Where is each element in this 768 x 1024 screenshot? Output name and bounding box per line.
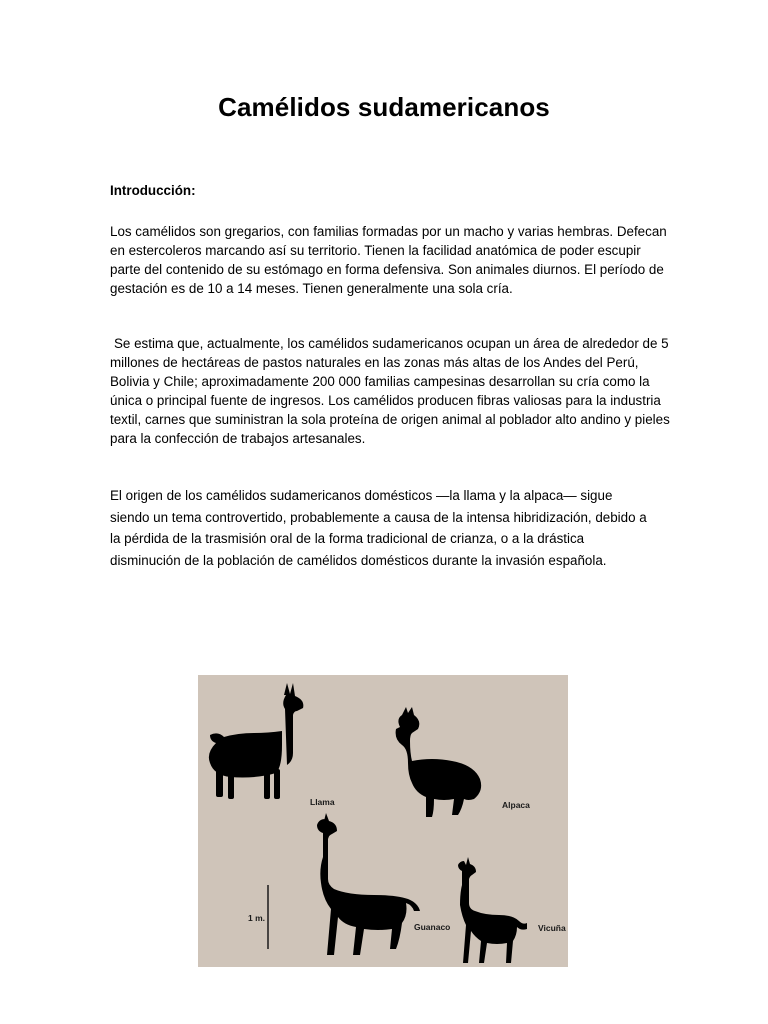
- guanaco-label: Guanaco: [414, 922, 451, 932]
- paragraph-2: Se estima que, actualmente, los camélidos sudamericanos ocupan un área de alrededor de 5 millones de hectáreas de pastos naturales en las zonas más altas de los Andes del Perú, Bolivia y Chile; aproximadamente 200 000 familias campesinas desarrollan su cría como la única o principal fuente de ingresos. Los camélidos producen fibras valiosas para la industria textil, carnes que suministran la sola proteína de origen animal al poblador alto andino y pieles para la confección de trabajos artesanales.: [110, 336, 670, 446]
- alpaca-silhouette: [396, 707, 482, 817]
- scale-label: 1 m.: [248, 913, 266, 923]
- document-title: Camélidos sudamericanos: [218, 92, 550, 122]
- vicuna-label: Vicuña: [538, 923, 566, 933]
- scale-bar: [248, 885, 268, 949]
- intro-heading: Introducción:: [110, 183, 196, 198]
- paragraph-3: El origen de los camélidos sudamericanos domésticos —la llama y la alpaca— sigue siendo un tema controvertido, probablemente a causa de la intensa hibridización, debido a la pérdida de la trasmisión oral de la forma tradicional de crianza, o a la drástica disminución de la población de camélidos domésticos durante la invasión española.: [110, 488, 647, 568]
- camelids-figure: [198, 675, 568, 967]
- alpaca-label: Alpaca: [502, 800, 530, 810]
- guanaco-silhouette: [317, 813, 420, 955]
- llama-label: Llama: [310, 797, 335, 807]
- llama-silhouette: [209, 683, 303, 799]
- vicuna-silhouette: [458, 857, 527, 963]
- paragraph-1: Los camélidos son gregarios, con familias formadas por un macho y varias hembras. Defecan en estercoleros marcando así su territorio. Tienen la facilidad anatómica de poder escupir parte del contenido de su estómago en forma defensiva. Son animales diurnos. El período de gestación es de 10 a 14 meses. Tienen generalmente una sola cría.: [110, 224, 667, 296]
